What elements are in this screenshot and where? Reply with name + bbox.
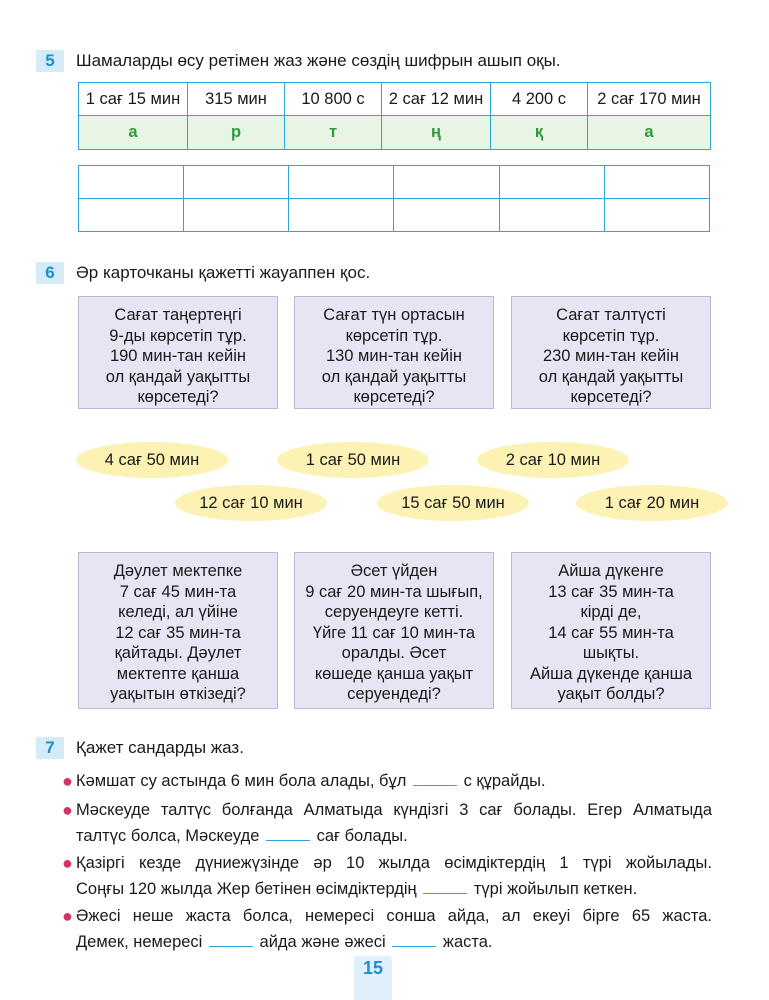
answer-cell[interactable]	[499, 199, 604, 232]
task-7-item-3	[62, 850, 712, 902]
cipher-value: 10 800 с	[285, 83, 382, 116]
card-line: кірді де,	[580, 603, 642, 621]
card-line: Әсет үйден	[350, 562, 438, 580]
cipher-letter: т	[285, 116, 382, 150]
card-line: шықты.	[582, 644, 640, 662]
item-text: сағ болады.	[316, 827, 408, 845]
item-text: Кәмшат су астында 6 мин бола алады, бұл	[76, 772, 407, 790]
task-7-item-4	[62, 903, 712, 955]
item-text: Қазіргі кезде дүниежүзінде әр 10 жылда өсімдіктердің 1 түрі жойылады.	[76, 854, 712, 872]
cipher-letter: ң	[382, 116, 491, 150]
cipher-letter: р	[188, 116, 285, 150]
item-text: Мәскеуде талтүс болғанда Алматыда күндізгі 3 сағ болады. Егер Алматыда	[76, 801, 712, 819]
card-line: мектепте қанша	[116, 664, 240, 683]
item-text: жаста.	[442, 933, 493, 951]
cipher-letters-row	[79, 116, 711, 150]
task-5-title: Шамаларды өсу ретімен жаз және сөздің шифрын ашып оқы.	[76, 51, 561, 70]
answer-cell[interactable]	[79, 166, 184, 199]
card-line: келеді, ал үйіне	[118, 603, 238, 621]
card-line: оралды. Әсет	[341, 644, 447, 662]
answer-cell[interactable]	[499, 166, 604, 199]
card-line: Айша дүкенде қанша	[529, 664, 693, 683]
answer-cell[interactable]	[604, 199, 709, 232]
card-line: ол қандай уақытты	[105, 367, 251, 386]
answer-oval[interactable]: 1 сағ 20 мин	[576, 485, 728, 521]
card-line: Сағат таңертеңгі	[114, 306, 242, 324]
card-line: Айша дүкенге	[558, 562, 664, 580]
answer-cell[interactable]	[184, 166, 289, 199]
card-line: Үйге 11 сағ 10 мин-та	[312, 623, 476, 642]
bullet-icon: ●	[62, 800, 73, 820]
card-line: ол қандай уақытты	[538, 367, 684, 386]
question-card-top-1[interactable]	[78, 296, 278, 409]
question-card-bottom-1[interactable]	[78, 552, 278, 709]
item-text: Демек, немересі	[76, 933, 203, 951]
cipher-values-row	[79, 83, 711, 116]
card-line: 12 сағ 35 мин-та	[115, 623, 241, 642]
question-card-bottom-3[interactable]	[511, 552, 711, 709]
answer-blank[interactable]	[209, 930, 253, 947]
card-line: ол қандай уақытты	[321, 367, 467, 386]
card-line: серуендеуге кетті.	[324, 603, 464, 621]
answer-blank[interactable]	[423, 877, 467, 894]
task-6-number: 6	[36, 262, 64, 284]
cipher-value: 1 сағ 15 мин	[79, 83, 188, 116]
answer-oval[interactable]: 1 сағ 50 мин	[277, 442, 429, 478]
card-line: 190 мин-тан кейін	[109, 347, 247, 365]
cipher-letter: а	[79, 116, 188, 150]
question-card-top-2[interactable]	[294, 296, 494, 409]
answer-cell[interactable]	[289, 166, 394, 199]
card-line: уақыт болды?	[557, 685, 665, 703]
answer-cell[interactable]	[394, 166, 499, 199]
task-5-number: 5	[36, 50, 64, 72]
question-card-top-3[interactable]	[511, 296, 711, 409]
answer-cell[interactable]	[184, 199, 289, 232]
card-line: 9 сағ 20 мин-та шығып,	[305, 582, 483, 601]
item-text: с құрайды.	[463, 772, 546, 790]
answer-cell[interactable]	[289, 199, 394, 232]
cipher-letter: қ	[491, 116, 588, 150]
card-line: уақытын өткізеді?	[110, 685, 246, 703]
task-6-title: Әр карточканы қажетті жауаппен қос.	[76, 263, 371, 282]
card-line: 130 мин-тан кейін	[325, 347, 463, 365]
card-line: Дәулет мектепке	[113, 562, 243, 580]
card-line: көрсетеді?	[353, 388, 435, 406]
answer-blank[interactable]	[413, 769, 457, 786]
task-5-answer-table	[78, 165, 710, 232]
answer-cell[interactable]	[394, 199, 499, 232]
cipher-letter: а	[588, 116, 711, 150]
card-line: серуендеді?	[347, 685, 441, 703]
answer-oval[interactable]: 2 сағ 10 мин	[477, 442, 629, 478]
bullet-icon: ●	[62, 853, 73, 873]
item-text: Соңғы 120 жылда Жер бетінен өсімдіктердің	[76, 880, 417, 898]
item-text: талтүс болса, Мәскеуде	[76, 827, 260, 845]
answer-oval[interactable]: 12 сағ 10 мин	[175, 485, 327, 521]
card-line: Сағат талтүсті	[556, 306, 666, 324]
card-line: 13 сағ 35 мин-та	[548, 582, 674, 601]
cipher-value: 315 мин	[188, 83, 285, 116]
answer-values-row	[79, 166, 710, 199]
card-line: 230 мин-тан кейін	[542, 347, 680, 365]
answer-cell[interactable]	[79, 199, 184, 232]
task-7-number: 7	[36, 737, 64, 759]
answer-oval[interactable]: 15 сағ 50 мин	[377, 485, 529, 521]
task-5-cipher-table	[78, 82, 711, 150]
cipher-value: 2 сағ 12 мин	[382, 83, 491, 116]
bullet-icon: ●	[62, 771, 73, 791]
answer-cell[interactable]	[604, 166, 709, 199]
item-text: айда және әжесі	[259, 933, 386, 951]
answer-blank[interactable]	[266, 824, 310, 841]
cipher-value: 2 сағ 170 мин	[588, 83, 711, 116]
card-line: қайтады. Дәулет	[114, 644, 242, 662]
card-line: 9-ды көрсетіп тұр.	[109, 326, 247, 345]
card-line: 14 сағ 55 мин-та	[548, 623, 674, 642]
answer-oval[interactable]: 4 сағ 50 мин	[76, 442, 228, 478]
task-7-item-2	[62, 797, 712, 849]
item-text: түрі жойылып кеткен.	[473, 880, 638, 898]
cipher-value: 4 200 с	[491, 83, 588, 116]
card-line: көрсетіп тұр.	[562, 326, 660, 345]
bullet-icon: ●	[62, 906, 73, 926]
task-7-title: Қажет сандарды жаз.	[76, 738, 244, 757]
card-line: Сағат түн ортасын	[323, 306, 465, 324]
item-text: Әжесі неше жаста болса, немересі сонша айда, ал екеуі бірге 65 жаста.	[76, 907, 712, 925]
page-number: 15	[354, 956, 392, 1000]
answer-blank[interactable]	[392, 930, 436, 947]
card-line: 7 сағ 45 мин-та	[119, 582, 237, 601]
card-line: көрсетеді?	[570, 388, 652, 406]
card-line: көрсетеді?	[137, 388, 219, 406]
card-line: көрсетіп тұр.	[345, 326, 443, 345]
task-7-item-1	[62, 768, 712, 794]
question-card-bottom-2[interactable]	[294, 552, 494, 709]
answer-letters-row	[79, 199, 710, 232]
card-line: көшеде қанша уақыт	[314, 664, 474, 683]
